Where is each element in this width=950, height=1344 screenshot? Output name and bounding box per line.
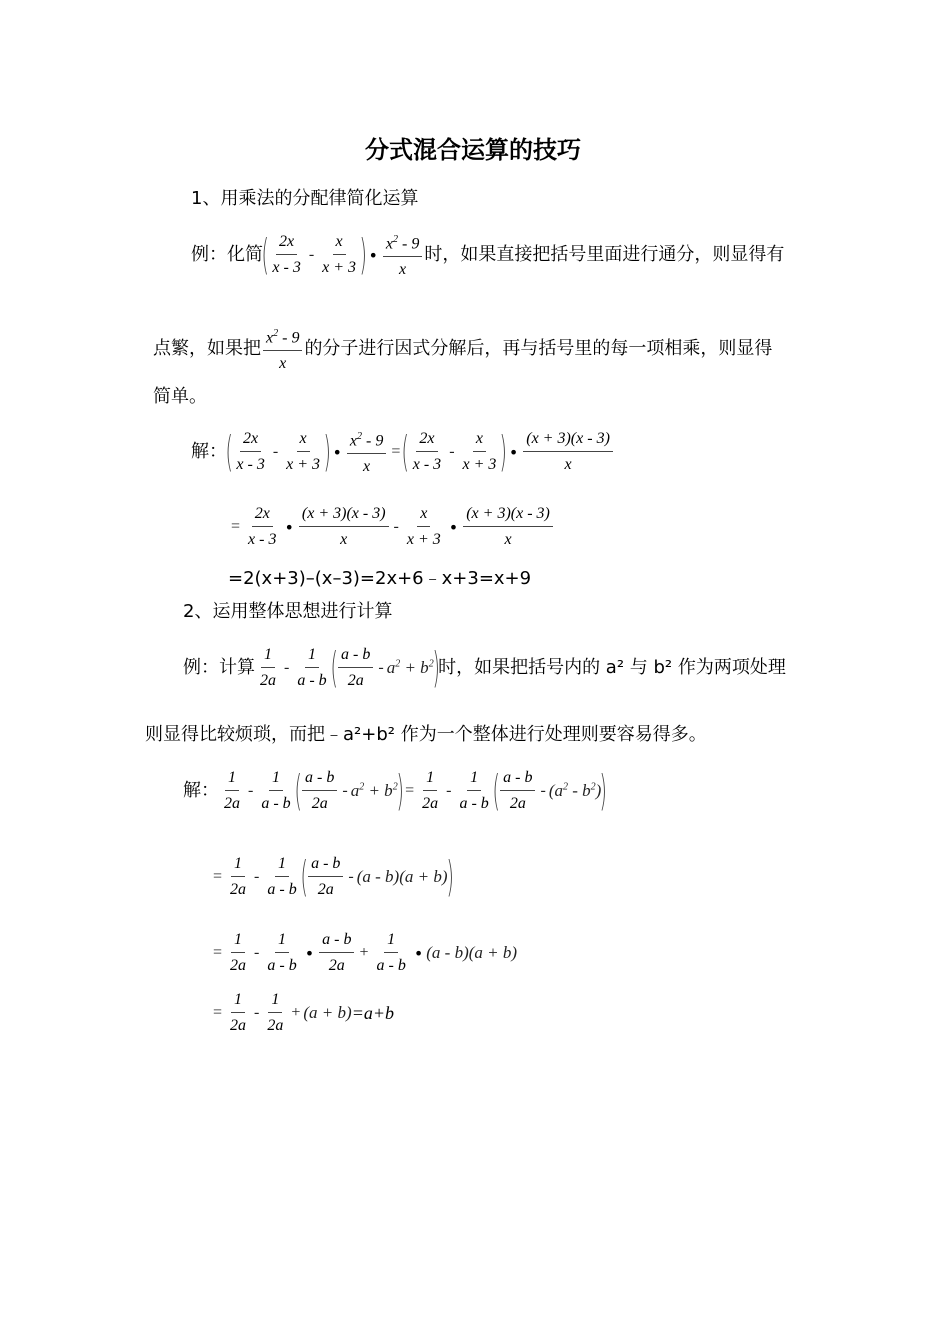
line2-prefix: 点繁，如果把: [153, 338, 261, 360]
solution-2-line-1: 解： $\frac{1}{2a}$ - $\frac{1}{a - b}$ ( $\frac{a - b}{2a}$ - $a^2 + b^2$ ) = $\frac{1}{2a}$ - $\frac{1}{a - b}$ ( $\frac{a - b}{2a}$ - $(a^2 - b^2)$ ): [183, 766, 608, 815]
section-2-heading: 2、运用整体思想进行计算: [183, 601, 393, 622]
example-2-line: 例：计算 $\frac{1}{2a}$ - $\frac{1}{a - b}$ ( $\frac{a - b}{2a}$ - $a^2 + b^2$ ) 时，如果把括号内的 a² 与 b² 作为两项处理: [183, 643, 786, 692]
left-paren: (: [261, 230, 269, 280]
solution-1-line-2: = $\frac{2x}{x - 3}$ • $\frac{(x + 3)(x - 3)}{x}$ - $\frac{x}{x + 3}$ • $\frac{(x + 3)(x - 3)}{x}$: [228, 504, 555, 550]
example-1-line-3: 简单。: [153, 386, 207, 407]
example-2-suffix: 时，如果把括号内的 a² 与 b² 作为两项处理: [438, 657, 786, 678]
example-1-line: 例：化简 ( $\frac{2x}{x - 3}$ - $\frac{x}{x + 3}$ ) • $\frac{x^2 - 9}{x}$ 时，如果直接把括号里面进行通分，则显得有: [191, 230, 785, 280]
solution-2-line-2: = $\frac{1}{2a}$ - $\frac{1}{a - b}$ ( $\frac{a - b}{2a}$ - (a - b)(a + b) ): [213, 852, 454, 901]
right-paren: ): [359, 230, 367, 280]
fraction: $\frac{x}{x + 3}$: [322, 233, 357, 277]
solution-2-line-4: = $\frac{1}{2a}$ - $\frac{1}{2a}$ + (a + b) =a+b: [213, 991, 394, 1034]
solution-2-line-3: = $\frac{1}{2a}$ - $\frac{1}{a - b}$ • $\frac{a - b}{2a}$ + $\frac{1}{a - b}$ • (a - b)(a + b): [213, 931, 518, 974]
fraction: $\frac{x^2 - 9}{x}$: [263, 324, 302, 374]
example-1-prefix: 例：化简: [191, 244, 263, 266]
example-2-prefix: 例：计算: [183, 657, 255, 678]
solution-2-final: =a+b: [351, 1003, 394, 1023]
example-1-suffix: 时，如果直接把括号里面进行通分，则显得有: [424, 244, 785, 266]
page-title: 分式混合运算的技巧: [365, 136, 581, 164]
solution-1-label: 解：: [191, 441, 227, 463]
fraction: $\frac{x^2 - 9}{x}$: [383, 230, 422, 280]
section-1-heading: 1、用乘法的分配律简化运算: [191, 188, 419, 209]
fraction: $\frac{2x}{x - 3}$: [272, 233, 301, 277]
solution-1-final: =2(x+3)–(x–3)=2x+6﹣x+3=x+9: [228, 568, 532, 589]
example-2-line-2: 则显得比较烦琐，而把﹣a²+b² 作为一个整体进行处理则要容易得多。: [145, 724, 707, 745]
line2-suffix: 的分子进行因式分解后，再与括号里的每一项相乘，则显得: [304, 338, 773, 360]
example-1-line-2: [153, 324, 772, 374]
solution-1-line-1: 解： ( $\frac{2x}{x - 3}$ - $\frac{x}{x + 3}$ ) • $\frac{x^2 - 9}{x}$ = ( $\frac{2x}{x - 3}$ - $\frac{x}{x + 3}$ ) • $\frac{(x + 3)(x - 3)}{x}$: [191, 427, 615, 477]
solution-2-label: 解：: [183, 780, 219, 801]
